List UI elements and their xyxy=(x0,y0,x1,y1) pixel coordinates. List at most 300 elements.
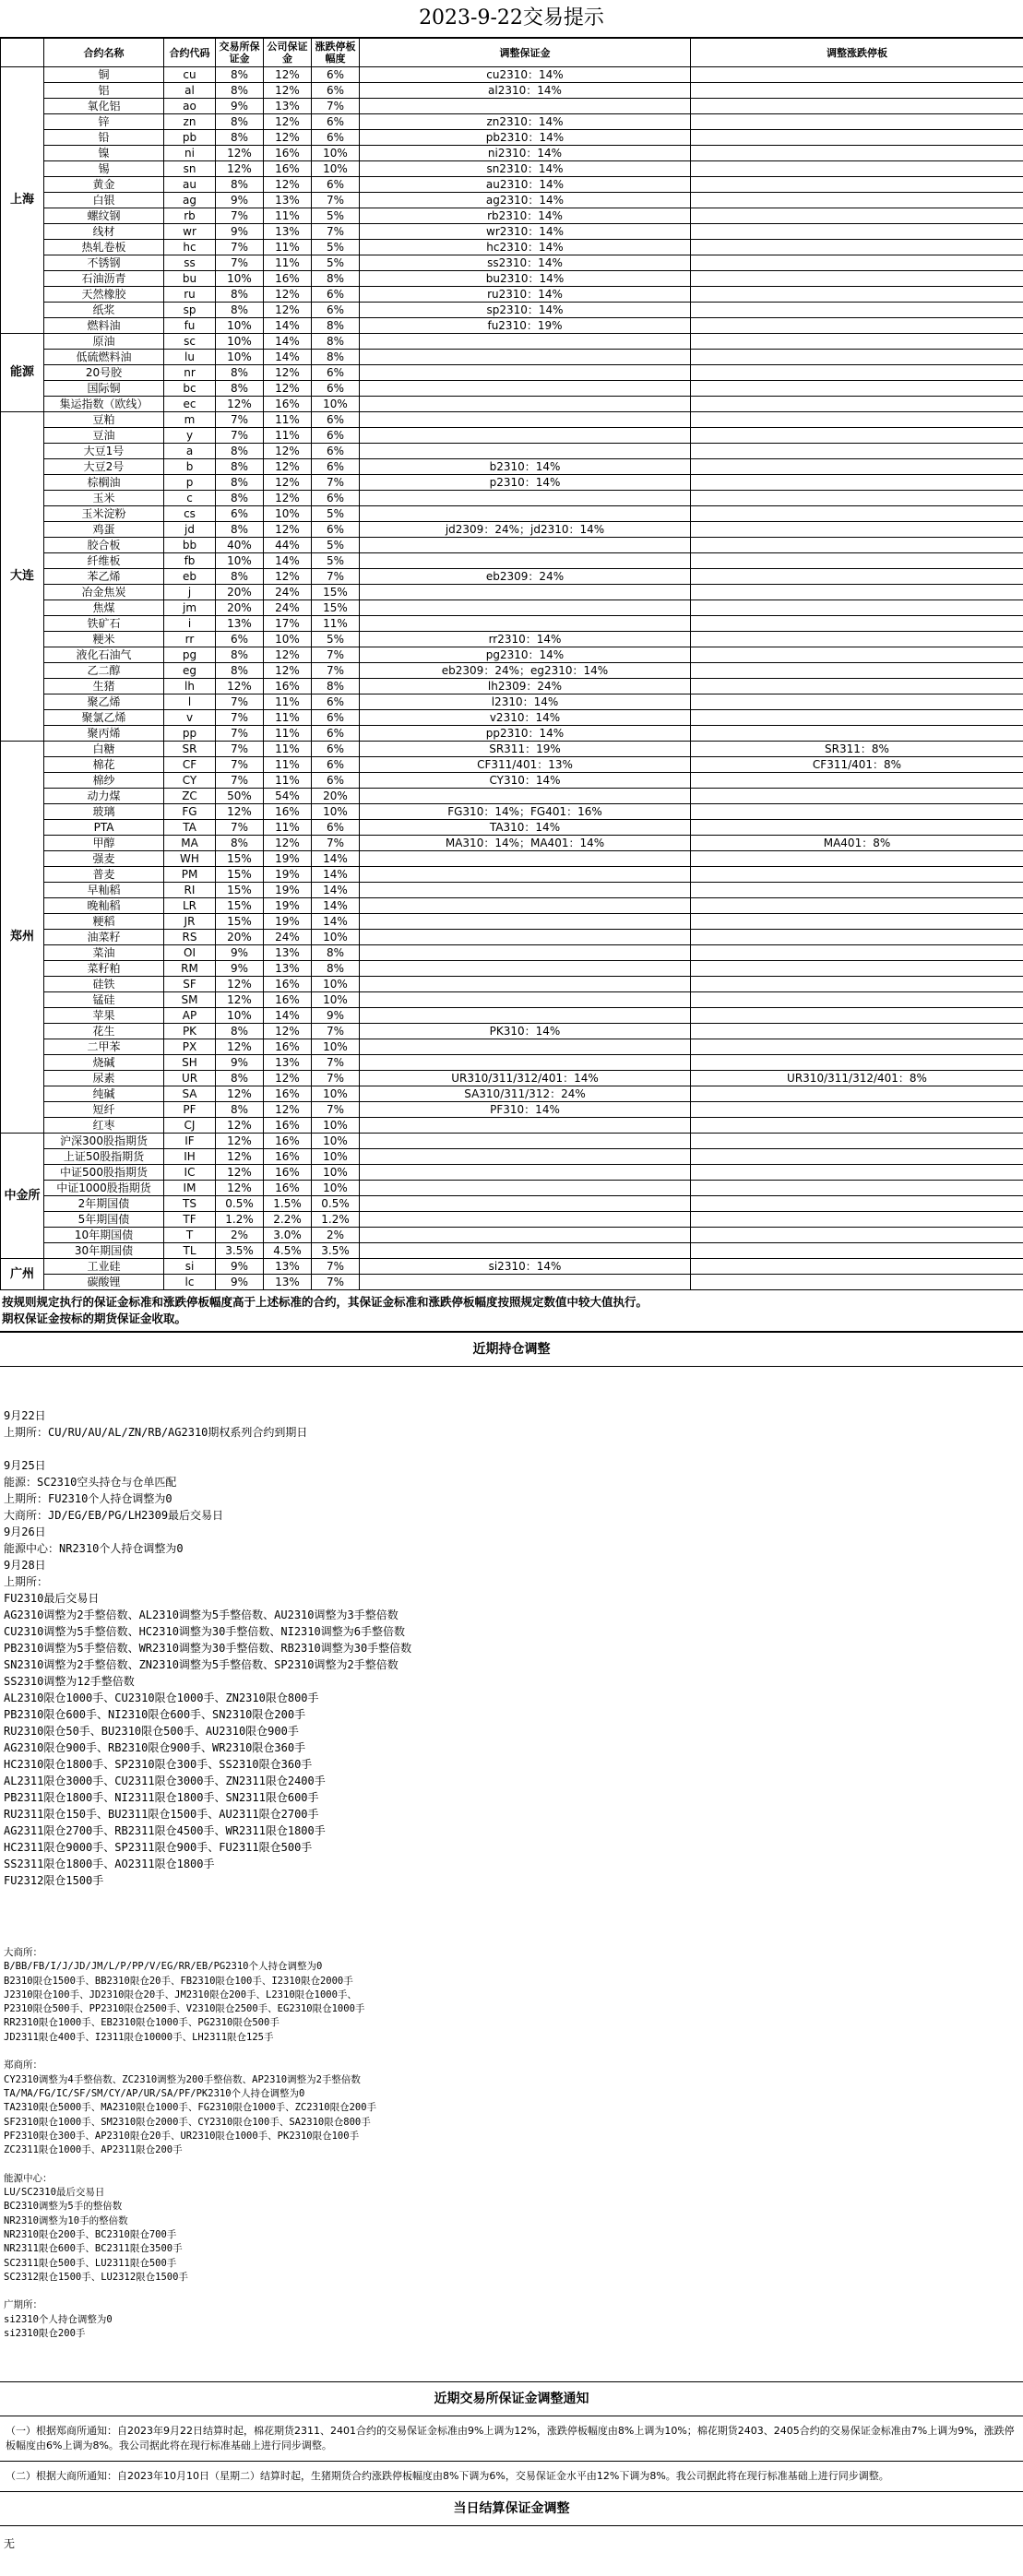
contract-code: PK xyxy=(164,1024,216,1039)
contract-name: 胶合板 xyxy=(44,538,164,553)
adjust-limit xyxy=(691,334,1023,350)
contract-code: T xyxy=(164,1228,216,1243)
adjust-margin xyxy=(360,1243,691,1259)
region-label: 郑州 xyxy=(1,742,44,1134)
adjust-margin: pb2310：14% xyxy=(360,130,691,146)
company-margin: 12% xyxy=(264,83,312,99)
exchange-margin: 8% xyxy=(216,287,264,303)
adjust-limit xyxy=(691,381,1023,397)
price-limit: 10% xyxy=(312,146,360,161)
adjust-margin xyxy=(360,99,691,114)
contract-code: jd xyxy=(164,522,216,538)
adjust-margin: zn2310：14% xyxy=(360,114,691,130)
table-row xyxy=(1,318,1023,334)
contract-code: cs xyxy=(164,506,216,522)
contract-name: 工业硅 xyxy=(44,1259,164,1275)
contract-code: TS xyxy=(164,1196,216,1212)
exchange-margin: 12% xyxy=(216,1086,264,1102)
company-margin: 13% xyxy=(264,193,312,208)
exchange-margin: 7% xyxy=(216,428,264,444)
contract-name: 菜籽粕 xyxy=(44,961,164,977)
table-row xyxy=(1,459,1023,475)
adjust-limit xyxy=(691,193,1023,208)
exchange-margin: 12% xyxy=(216,1165,264,1181)
header-name: 合约名称 xyxy=(44,39,164,67)
table-row xyxy=(1,114,1023,130)
table-row xyxy=(1,130,1023,146)
company-margin: 19% xyxy=(264,851,312,867)
table-row xyxy=(1,1165,1023,1181)
company-margin: 13% xyxy=(264,1055,312,1071)
price-limit: 10% xyxy=(312,1181,360,1196)
adjust-limit xyxy=(691,130,1023,146)
price-limit: 6% xyxy=(312,114,360,130)
contract-code: LR xyxy=(164,898,216,914)
price-limit: 6% xyxy=(312,303,360,318)
exchange-margin: 15% xyxy=(216,851,264,867)
contract-name: 油菜籽 xyxy=(44,930,164,945)
adjust-limit xyxy=(691,255,1023,271)
contract-name: 强麦 xyxy=(44,851,164,867)
adjust-limit xyxy=(691,600,1023,616)
contract-code: zn xyxy=(164,114,216,130)
adjust-limit xyxy=(691,867,1023,883)
exchange-margin: 1.2% xyxy=(216,1212,264,1228)
table-row xyxy=(1,444,1023,459)
company-margin: 12% xyxy=(264,1071,312,1086)
company-margin: 11% xyxy=(264,255,312,271)
adjust-margin xyxy=(360,616,691,632)
adjust-margin xyxy=(360,553,691,569)
price-limit: 6% xyxy=(312,83,360,99)
table-row xyxy=(1,710,1023,726)
header-adjust-margin: 调整保证金 xyxy=(360,39,691,67)
adjust-limit: MA401：8% xyxy=(691,836,1023,851)
rule-note-1: 按规则规定执行的保证金标准和涨跌停板幅度高于上述标准的合约，其保证金标准和涨跌停板幅度按照规定数值中较大值执行。 xyxy=(2,1295,648,1309)
adjust-limit xyxy=(691,475,1023,491)
adjust-limit xyxy=(691,930,1023,945)
adjust-margin xyxy=(360,412,691,428)
adjust-limit xyxy=(691,287,1023,303)
adjust-margin xyxy=(360,334,691,350)
header-exchange-margin: 交易所保证金 xyxy=(216,39,264,67)
table-row xyxy=(1,1275,1023,1290)
adjust-margin xyxy=(360,397,691,412)
adjust-limit xyxy=(691,1259,1023,1275)
company-margin: 11% xyxy=(264,726,312,742)
table-row xyxy=(1,867,1023,883)
price-limit: 6% xyxy=(312,67,360,83)
adjust-limit xyxy=(691,146,1023,161)
table-row xyxy=(1,1008,1023,1024)
contract-name: 玻璃 xyxy=(44,804,164,820)
adjust-margin xyxy=(360,1275,691,1290)
adjust-margin: CF311/401：13% xyxy=(360,757,691,773)
exchange-margin: 8% xyxy=(216,381,264,397)
company-margin: 16% xyxy=(264,397,312,412)
table-row xyxy=(1,1118,1023,1134)
exchange-margin: 9% xyxy=(216,193,264,208)
adjust-limit xyxy=(691,789,1023,804)
header-region xyxy=(1,39,44,67)
contract-code: RS xyxy=(164,930,216,945)
adjust-limit xyxy=(691,1243,1023,1259)
company-margin: 13% xyxy=(264,1275,312,1290)
table-row xyxy=(1,851,1023,867)
exchange-margin: 9% xyxy=(216,961,264,977)
table-row xyxy=(1,538,1023,553)
exchange-margin: 8% xyxy=(216,1102,264,1118)
exchange-margin: 13% xyxy=(216,616,264,632)
price-limit: 10% xyxy=(312,1086,360,1102)
contract-name: 粳米 xyxy=(44,632,164,647)
company-margin: 13% xyxy=(264,224,312,240)
table-row xyxy=(1,773,1023,789)
table-row xyxy=(1,961,1023,977)
contract-code: sc xyxy=(164,334,216,350)
table-row xyxy=(1,491,1023,506)
adjust-margin: eb2309：24% xyxy=(360,569,691,585)
adjust-limit xyxy=(691,459,1023,475)
company-margin: 12% xyxy=(264,381,312,397)
company-margin: 13% xyxy=(264,1259,312,1275)
adjust-limit xyxy=(691,945,1023,961)
adjust-limit xyxy=(691,350,1023,365)
contract-code: ag xyxy=(164,193,216,208)
adjust-limit xyxy=(691,632,1023,647)
company-margin: 16% xyxy=(264,1134,312,1149)
adjust-margin: wr2310：14% xyxy=(360,224,691,240)
company-margin: 19% xyxy=(264,883,312,898)
adjust-margin xyxy=(360,491,691,506)
contract-name: 大豆2号 xyxy=(44,459,164,475)
price-limit: 1.2% xyxy=(312,1212,360,1228)
adjust-limit xyxy=(691,992,1023,1008)
adjust-margin: cu2310：14% xyxy=(360,67,691,83)
price-limit: 7% xyxy=(312,1071,360,1086)
company-margin: 10% xyxy=(264,632,312,647)
company-margin: 12% xyxy=(264,303,312,318)
adjust-margin: pp2310：14% xyxy=(360,726,691,742)
contract-code: v xyxy=(164,710,216,726)
adjust-limit xyxy=(691,412,1023,428)
table-row xyxy=(1,930,1023,945)
exchange-margin: 3.5% xyxy=(216,1243,264,1259)
company-margin: 4.5% xyxy=(264,1243,312,1259)
contract-code: sn xyxy=(164,161,216,177)
table-row xyxy=(1,883,1023,898)
price-limit: 7% xyxy=(312,224,360,240)
company-margin: 3.0% xyxy=(264,1228,312,1243)
exchange-margin: 8% xyxy=(216,459,264,475)
adjust-margin xyxy=(360,1039,691,1055)
price-limit: 11% xyxy=(312,616,360,632)
adjust-margin: PK310：14% xyxy=(360,1024,691,1039)
adjust-margin: rb2310：14% xyxy=(360,208,691,224)
today-settlement-title: 当日结算保证金调整 xyxy=(0,2492,1023,2526)
contract-code: SR xyxy=(164,742,216,757)
exchange-margin: 8% xyxy=(216,130,264,146)
contract-code: PF xyxy=(164,1102,216,1118)
contract-code: eg xyxy=(164,663,216,679)
adjust-margin xyxy=(360,914,691,930)
recent-block-shfe: 9月22日 上期所：CU/RU/AU/AL/ZN/RB/AG2310期权系列合约到期日 9月25日 能源：SC2310空头持仓与仓单匹配 上期所：FU2310个人持仓调整为0 大商所：JD/EG/EB/PG/LH2309最后交易日 9月26日 能源中心：NR2310个人持仓调整为0 9月28日 上期所： FU2310最后交易日 AG2310调整为2手整倍数、AL2310调整为5手整倍数、AU2310调整为3手整倍数 CU2310调整为5手整倍数、HC2310调整为30手整倍数、NI2310调整为6手整倍数 PB2310调整为5手整倍数、WR2310调整为30手整倍数、RB2310调整为30手整倍数 SN2310调整为2手整倍数、ZN2310调整为5手整倍数、SP2310调整为2手整倍数 SS2310调整为12手整倍数 AL2310限仓1000手、CU2310限仓1000手、ZN2310限仓800手 PB2310限仓600手、NI2310限仓600手、SN2310限仓200手 RU2310限仓50手、BU2310限仓500手、AU2310限仓900手 AG2310限仓900手、RB2310限仓900手、WR2310限仓360手 HC2310限仓1800手、SP2310限仓300手、SS2310限仓360手 AL2311限仓3000手、CU2311限仓3000手、ZN2311限仓2400手 PB2311限仓1800手、NI2311限仓1800手、SN2311限仓600手 RU2311限仓150手、BU2311限仓1500手、AU2311限仓2700手 AG2311限仓2700手、RB2311限仓4500手、WR2311限仓1800手 HC2311限仓9000手、SP2311限仓900手、FU2311限仓500手 SS2311限仓1800手、AO2311限仓1800手 FU2312限仓1500手 xyxy=(4,1409,412,1887)
price-limit: 6% xyxy=(312,820,360,836)
header-adjust-limit: 调整涨跌停板 xyxy=(691,39,1023,67)
adjust-margin xyxy=(360,961,691,977)
price-limit: 10% xyxy=(312,161,360,177)
exchange-margin: 7% xyxy=(216,726,264,742)
company-margin: 12% xyxy=(264,287,312,303)
table-row xyxy=(1,224,1023,240)
table-row xyxy=(1,977,1023,992)
exchange-margin: 20% xyxy=(216,930,264,945)
adjust-margin xyxy=(360,930,691,945)
price-limit: 8% xyxy=(312,318,360,334)
adjust-margin xyxy=(360,365,691,381)
price-limit: 6% xyxy=(312,412,360,428)
company-margin: 11% xyxy=(264,428,312,444)
company-margin: 12% xyxy=(264,444,312,459)
price-limit: 15% xyxy=(312,600,360,616)
adjust-limit: UR310/311/312/401：8% xyxy=(691,1071,1023,1086)
margin-table xyxy=(0,38,1023,1290)
exchange-margin: 12% xyxy=(216,1181,264,1196)
contract-code: ec xyxy=(164,397,216,412)
price-limit: 7% xyxy=(312,1055,360,1071)
company-margin: 11% xyxy=(264,208,312,224)
contract-name: 5年期国债 xyxy=(44,1212,164,1228)
adjust-limit xyxy=(691,271,1023,287)
contract-name: 聚乙烯 xyxy=(44,694,164,710)
contract-code: rb xyxy=(164,208,216,224)
company-margin: 14% xyxy=(264,1008,312,1024)
adjust-margin xyxy=(360,506,691,522)
exchange-margin: 6% xyxy=(216,632,264,647)
contract-code: IH xyxy=(164,1149,216,1165)
price-limit: 6% xyxy=(312,726,360,742)
adjust-limit xyxy=(691,161,1023,177)
region-label: 上海 xyxy=(1,67,44,334)
notice-content xyxy=(0,2416,1023,2492)
company-margin: 11% xyxy=(264,742,312,757)
company-margin: 17% xyxy=(264,616,312,632)
contract-name: 热轧卷板 xyxy=(44,240,164,255)
table-row xyxy=(1,663,1023,679)
contract-code: TA xyxy=(164,820,216,836)
table-row xyxy=(1,381,1023,397)
price-limit: 6% xyxy=(312,710,360,726)
exchange-margin: 8% xyxy=(216,83,264,99)
exchange-margin: 8% xyxy=(216,491,264,506)
adjust-margin: lh2309：24% xyxy=(360,679,691,694)
contract-name: 中证1000股指期货 xyxy=(44,1181,164,1196)
contract-code: a xyxy=(164,444,216,459)
adjust-margin xyxy=(360,851,691,867)
contract-name: 苹果 xyxy=(44,1008,164,1024)
price-limit: 6% xyxy=(312,522,360,538)
company-margin: 12% xyxy=(264,1024,312,1039)
price-limit: 7% xyxy=(312,1275,360,1290)
company-margin: 12% xyxy=(264,130,312,146)
company-margin: 16% xyxy=(264,804,312,820)
contract-name: PTA xyxy=(44,820,164,836)
price-limit: 7% xyxy=(312,1102,360,1118)
contract-name: 普麦 xyxy=(44,867,164,883)
contract-name: 碳酸锂 xyxy=(44,1275,164,1290)
contract-code: l xyxy=(164,694,216,710)
price-limit: 15% xyxy=(312,585,360,600)
table-row xyxy=(1,600,1023,616)
contract-name: 豆油 xyxy=(44,428,164,444)
price-limit: 9% xyxy=(312,1008,360,1024)
adjust-margin: ru2310：14% xyxy=(360,287,691,303)
contract-code: ZC xyxy=(164,789,216,804)
adjust-limit xyxy=(691,1118,1023,1134)
adjust-limit xyxy=(691,67,1023,83)
adjust-margin xyxy=(360,444,691,459)
price-limit: 6% xyxy=(312,742,360,757)
adjust-limit xyxy=(691,1212,1023,1228)
adjust-limit xyxy=(691,804,1023,820)
price-limit: 6% xyxy=(312,365,360,381)
adjust-limit: CF311/401：8% xyxy=(691,757,1023,773)
adjust-margin: jd2309：24%；jd2310：14% xyxy=(360,522,691,538)
contract-name: 早籼稻 xyxy=(44,883,164,898)
exchange-margin: 12% xyxy=(216,977,264,992)
contract-code: cu xyxy=(164,67,216,83)
company-margin: 12% xyxy=(264,522,312,538)
contract-code: IC xyxy=(164,1165,216,1181)
contract-name: 纤维板 xyxy=(44,553,164,569)
adjust-limit xyxy=(691,961,1023,977)
exchange-margin: 15% xyxy=(216,867,264,883)
contract-code: lh xyxy=(164,679,216,694)
contract-name: 天然橡胶 xyxy=(44,287,164,303)
contract-code: b xyxy=(164,459,216,475)
contract-name: 甲醇 xyxy=(44,836,164,851)
exchange-margin: 8% xyxy=(216,67,264,83)
contract-code: jm xyxy=(164,600,216,616)
adjust-margin: rr2310：14% xyxy=(360,632,691,647)
contract-name: 鸡蛋 xyxy=(44,522,164,538)
adjust-limit xyxy=(691,224,1023,240)
contract-name: 锌 xyxy=(44,114,164,130)
contract-code: IF xyxy=(164,1134,216,1149)
adjust-margin xyxy=(360,1212,691,1228)
recent-block-others: 大商所： B/BB/FB/I/J/JD/JM/L/P/PP/V/EG/RR/EB/PG2310个人持仓调整为0 B2310限仓1500手、BB2310限仓20手、FB2310限仓100手、I2310限仓2000手 J2310限仓100手、JD2310限仓20手、JM2310限仓200手、L2310限仓1000手、 P2310限仓500手、PP2310限仓2500手、V2310限仓2500手、EG2310限仓1000手 RR2310限仓1000手、EB2310限仓1000手、PG2310限仓500手 JD2311限仓400手、I2311限仓10000手、LH2311限仓125手 郑商所： CY2310调整为4手整倍数、ZC2310调整为200手整倍数、AP2310调整为2手整倍数 TA/MA/FG/IC/SF/SM/CY/AP/UR/SA/PF/PK2310个人持仓调整为0 TA2310限仓5000手、MA2310限仓1000手、FG2310限仓1000手、ZC2310限仓200手 SF2310限仓1000手、SM2310限仓2000手、CY2310限仓100手、SA2310限仓800手 PF2310限仓300手、AP2310限仓20手、UR2310限仓1000手、PK2310限仓100手 ZC2311限仓1000手、AP2311限仓200手 能源中心： LU/SC2310最后交易日 BC2310调整为5手的整倍数 NR2310调整为10手的整倍数 NR2310限仓200手、BC2310限仓700手 NR2311限仓600手、BC2311限仓3500手 SC2311限仓500手、LU2311限仓500手 SC2312限仓1500手、LU2312限仓1500手 广期所： si2310个人持仓调整为0 si2310限仓200手 xyxy=(4,1947,377,2340)
contract-name: 花生 xyxy=(44,1024,164,1039)
exchange-margin: 7% xyxy=(216,694,264,710)
price-limit: 3.5% xyxy=(312,1243,360,1259)
table-row xyxy=(1,177,1023,193)
table-row xyxy=(1,1149,1023,1165)
table-body xyxy=(1,67,1023,1290)
adjust-margin xyxy=(360,381,691,397)
table-row xyxy=(1,1212,1023,1228)
table-row xyxy=(1,1039,1023,1055)
exchange-margin: 8% xyxy=(216,365,264,381)
adjust-limit xyxy=(691,506,1023,522)
rule-notes xyxy=(0,1290,1023,1332)
price-limit: 14% xyxy=(312,914,360,930)
company-margin: 16% xyxy=(264,161,312,177)
table-row xyxy=(1,334,1023,350)
adjust-margin: b2310：14% xyxy=(360,459,691,475)
contract-name: 20号胶 xyxy=(44,365,164,381)
contract-name: 30年期国债 xyxy=(44,1243,164,1259)
exchange-margin: 12% xyxy=(216,1134,264,1149)
adjust-margin xyxy=(360,1181,691,1196)
adjust-limit xyxy=(691,694,1023,710)
company-margin: 16% xyxy=(264,1086,312,1102)
table-row xyxy=(1,365,1023,381)
price-limit: 10% xyxy=(312,1165,360,1181)
exchange-margin: 7% xyxy=(216,240,264,255)
price-limit: 7% xyxy=(312,836,360,851)
contract-code: p xyxy=(164,475,216,491)
adjust-limit xyxy=(691,553,1023,569)
price-limit: 7% xyxy=(312,1024,360,1039)
price-limit: 5% xyxy=(312,255,360,271)
adjust-limit xyxy=(691,1055,1023,1071)
exchange-margin: 20% xyxy=(216,600,264,616)
company-margin: 12% xyxy=(264,365,312,381)
exchange-margin: 8% xyxy=(216,475,264,491)
contract-name: 尿素 xyxy=(44,1071,164,1086)
table-row xyxy=(1,1259,1023,1275)
adjust-margin xyxy=(360,1055,691,1071)
adjust-margin: ni2310：14% xyxy=(360,146,691,161)
exchange-margin: 7% xyxy=(216,208,264,224)
adjust-margin xyxy=(360,789,691,804)
contract-code: SM xyxy=(164,992,216,1008)
table-row xyxy=(1,1086,1023,1102)
contract-code: ao xyxy=(164,99,216,114)
company-margin: 13% xyxy=(264,945,312,961)
adjust-margin xyxy=(360,585,691,600)
company-margin: 24% xyxy=(264,600,312,616)
adjust-margin xyxy=(360,1228,691,1243)
contract-code: TL xyxy=(164,1243,216,1259)
adjust-margin: FG310：14%；FG401：16% xyxy=(360,804,691,820)
exchange-margin: 9% xyxy=(216,1055,264,1071)
adjust-limit xyxy=(691,365,1023,381)
table-row xyxy=(1,83,1023,99)
price-limit: 10% xyxy=(312,1134,360,1149)
table-row xyxy=(1,475,1023,491)
contract-code: j xyxy=(164,585,216,600)
company-margin: 11% xyxy=(264,240,312,255)
price-limit: 6% xyxy=(312,773,360,789)
company-margin: 12% xyxy=(264,475,312,491)
company-margin: 14% xyxy=(264,553,312,569)
contract-name: 棕榈油 xyxy=(44,475,164,491)
adjust-limit xyxy=(691,1165,1023,1181)
exchange-margin: 8% xyxy=(216,569,264,585)
price-limit: 10% xyxy=(312,397,360,412)
contract-code: MA xyxy=(164,836,216,851)
adjust-limit xyxy=(691,208,1023,224)
exchange-margin: 8% xyxy=(216,177,264,193)
adjust-limit xyxy=(691,177,1023,193)
adjust-limit xyxy=(691,397,1023,412)
adjust-limit xyxy=(691,1102,1023,1118)
adjust-margin: pg2310：14% xyxy=(360,647,691,663)
contract-name: 低硫燃料油 xyxy=(44,350,164,365)
company-margin: 16% xyxy=(264,1149,312,1165)
adjust-limit xyxy=(691,569,1023,585)
